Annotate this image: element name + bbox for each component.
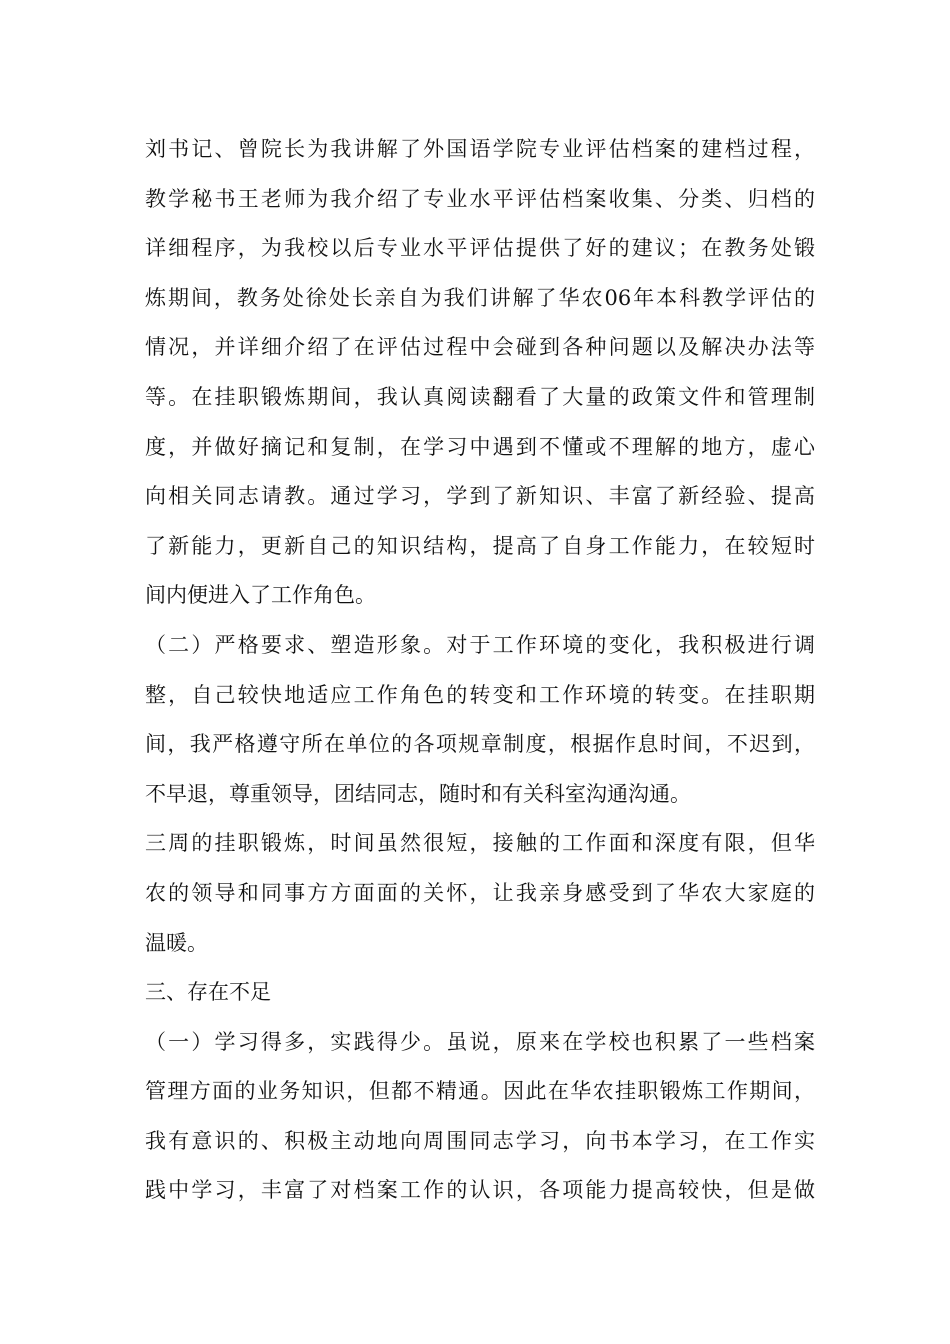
body-line: 了新能力，更新自己的知识结构，提高了自身工作能力，在较短时	[145, 533, 815, 558]
body-line: 农的领导和同事方方面面的关怀，让我亲身感受到了华农大家庭的	[145, 880, 815, 905]
body-line: 情况，并详细介绍了在评估过程中会碰到各种问题以及解决办法等	[145, 335, 815, 360]
body-line: 教学秘书王老师为我介绍了专业水平评估档案收集、分类、归档的	[145, 186, 815, 211]
body-line: （一）学习得多，实践得少。虽说，原来在学校也积累了一些档案	[145, 1029, 815, 1054]
section-heading: 三、存在不足	[145, 980, 271, 1005]
body-line: 三周的挂职锻炼，时间虽然很短，接触的工作面和深度有限，但华	[145, 831, 815, 856]
body-line: 我有意识的、积极主动地向周围同志学习，向书本学习，在工作实	[145, 1128, 815, 1153]
body-line: 间内便进入了工作角色。	[145, 583, 376, 608]
body-line: 详细程序，为我校以后专业水平评估提供了好的建议；在教务处锻	[145, 236, 815, 261]
body-line: 等。在挂职锻炼期间，我认真阅读翻看了大量的政策文件和管理制	[145, 384, 815, 409]
body-line: 不早退，尊重领导，团结同志，随时和有关科室沟通沟通。	[145, 781, 691, 806]
body-line: 管理方面的业务知识，但都不精通。因此在华农挂职锻炼工作期间，	[145, 1079, 815, 1104]
body-line: 刘书记、曾院长为我讲解了外国语学院专业评估档案的建档过程，	[145, 137, 815, 161]
body-line: 炼期间，教务处徐处长亲自为我们讲解了华农06年本科教学评估的	[145, 285, 815, 310]
body-line: （二）严格要求、塑造形象。对于工作环境的变化，我积极进行调	[145, 632, 815, 657]
body-line: 践中学习，丰富了对档案工作的认识，各项能力提高较快，但是做	[145, 1178, 815, 1203]
body-line: 向相关同志请教。通过学习，学到了新知识、丰富了新经验、提高	[145, 484, 815, 509]
body-line: 间，我严格遵守所在单位的各项规章制度，根据作息时间，不迟到，	[145, 732, 815, 757]
body-line: 整，自己较快地适应工作角色的转变和工作环境的转变。在挂职期	[145, 682, 815, 707]
document-body	[145, 125, 815, 1216]
body-line: 温暖。	[145, 930, 208, 955]
body-line: 度，并做好摘记和复制，在学习中遇到不懂或不理解的地方，虚心	[145, 434, 815, 459]
